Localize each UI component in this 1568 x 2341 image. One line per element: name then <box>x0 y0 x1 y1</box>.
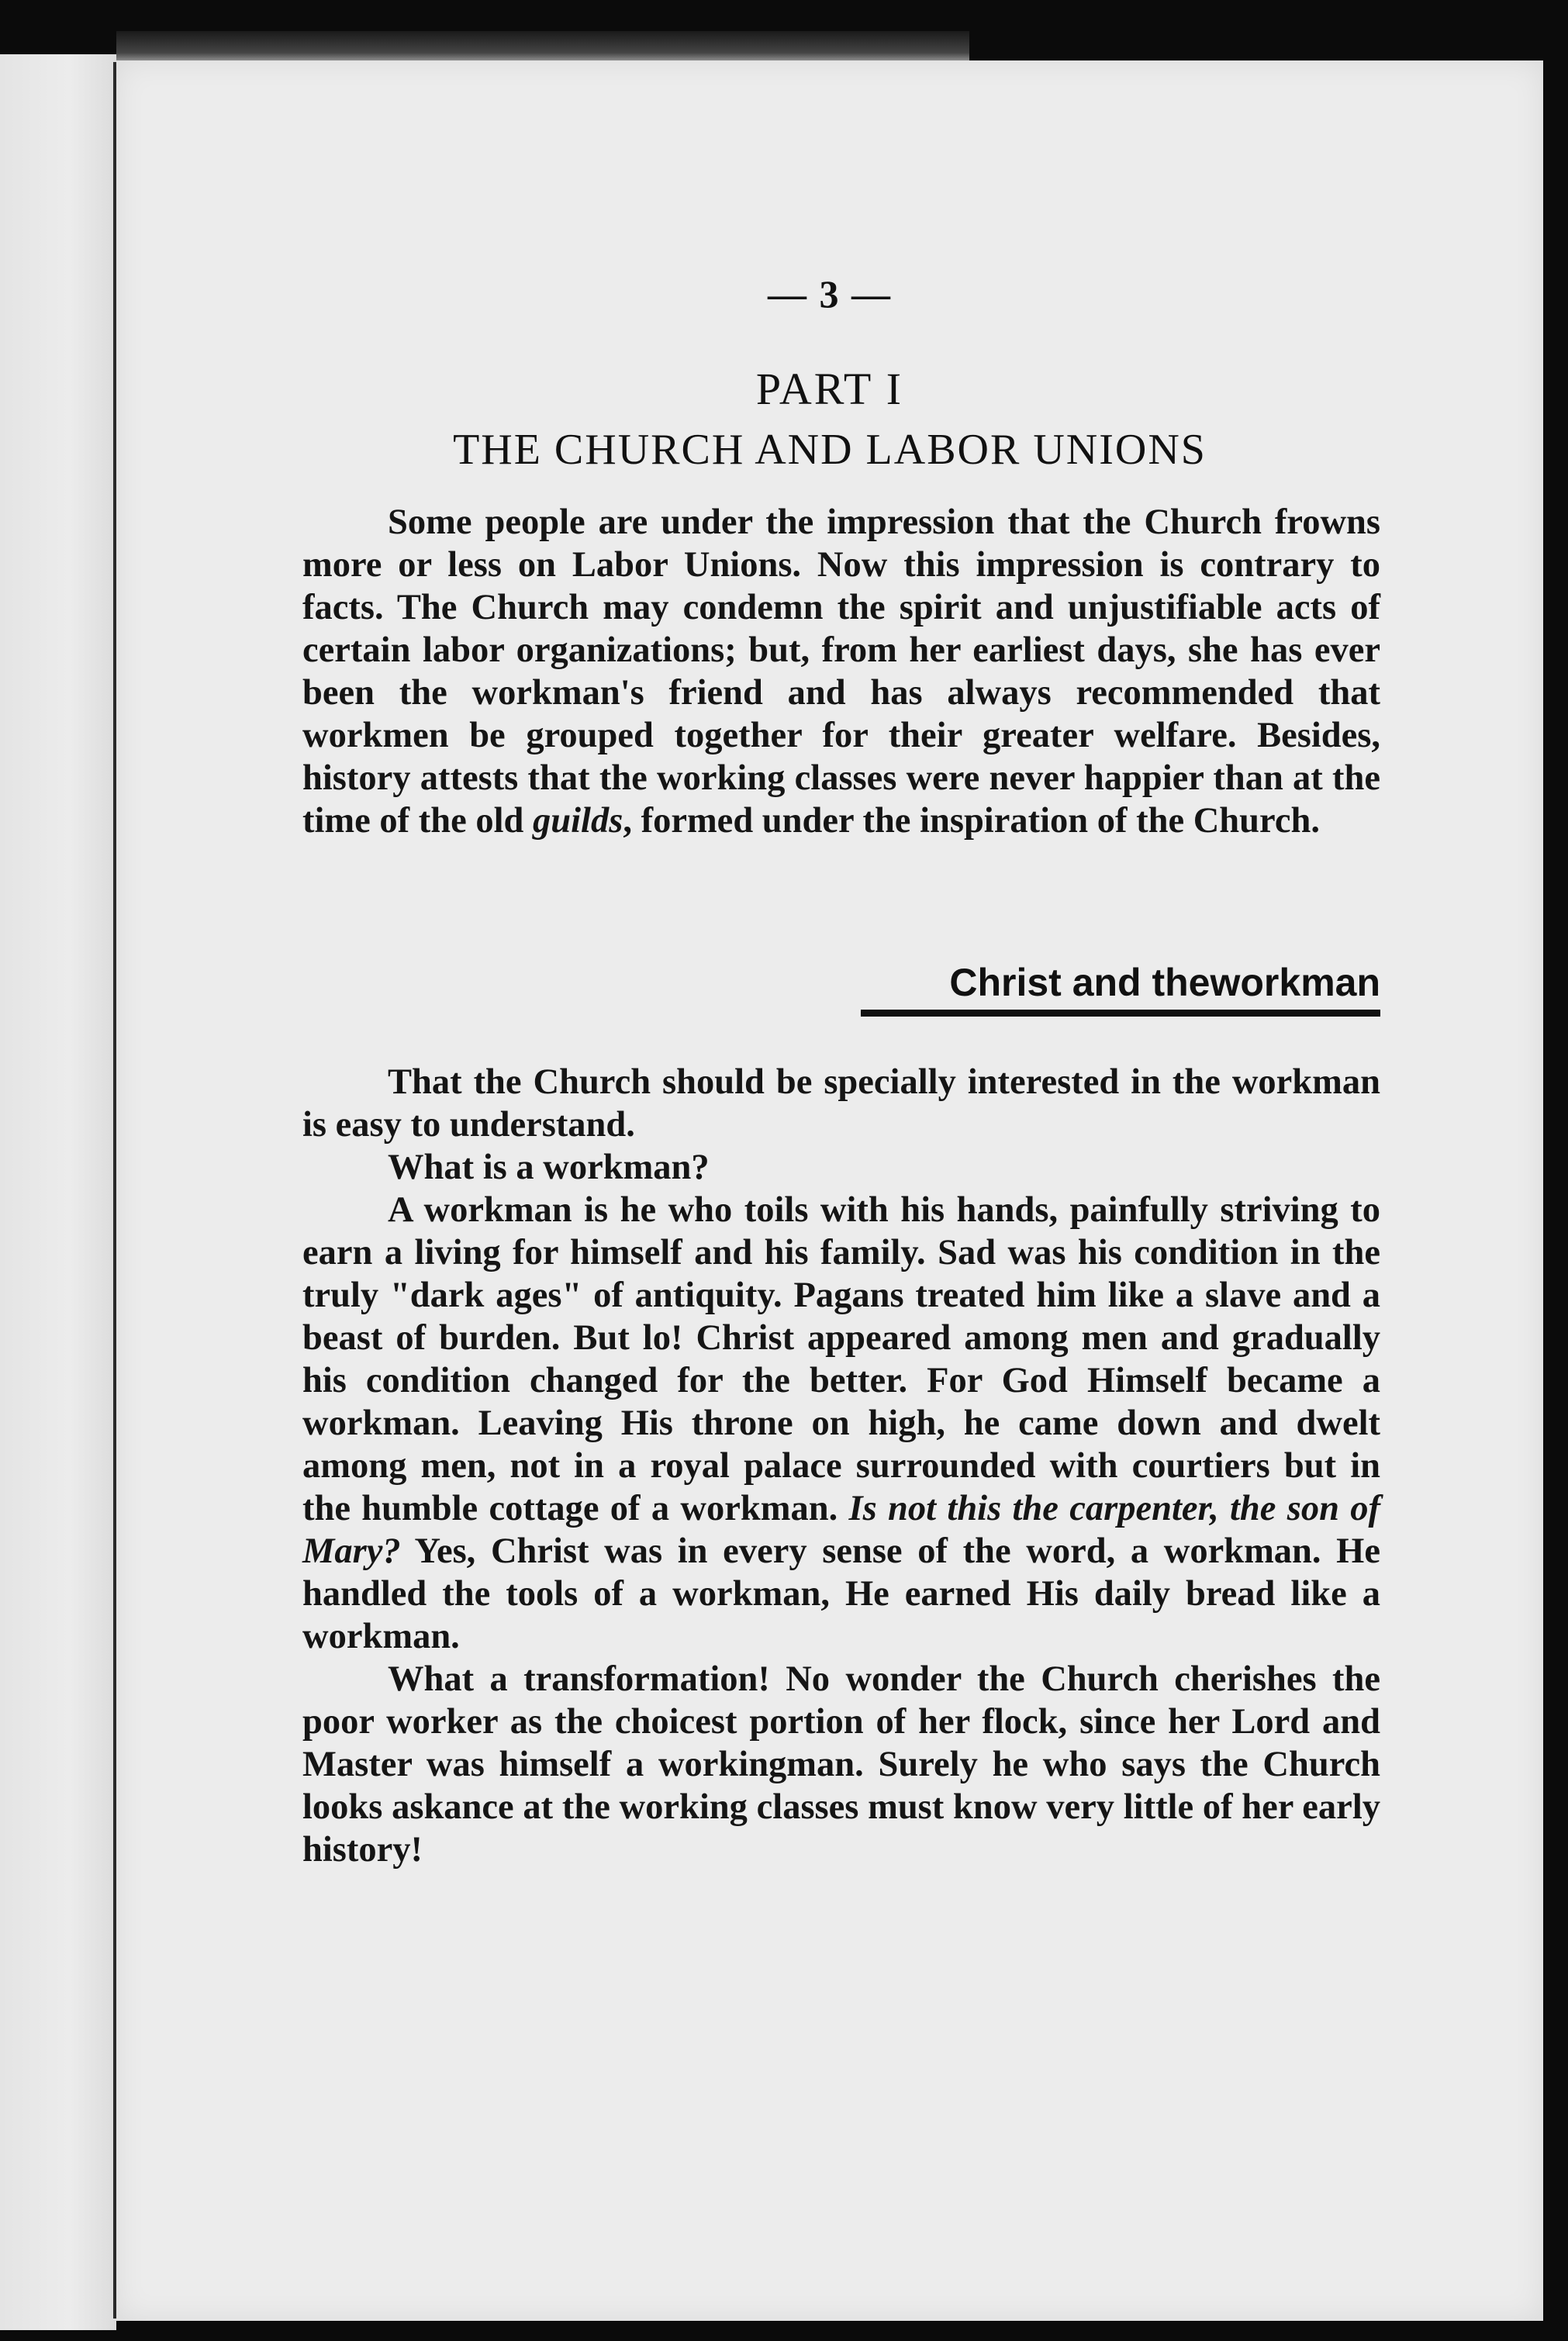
section-paragraph-3 <box>302 1189 1380 1658</box>
page-number: — 3 — <box>768 272 892 316</box>
section-heading: Christ and theworkman <box>861 960 1380 1017</box>
document-page <box>116 60 1543 2321</box>
chapter-title: THE CHURCH AND LABOR UNIONS <box>453 426 1207 474</box>
section-paragraph-1: That the Church should be specially interested in the workman is easy to understand. <box>302 1062 1380 1145</box>
p3-text-part-1: A workman is he who toils with his hands, painfully striving to earn a living for himself and his family. Sad was his condition in the truly "dark ages" of antiquity. Pagans treated him like a slave and a beast of burden. But lo! Christ appeared among men and gradually his condition changed for the better. For God Himself became a workman. Leaving His throne on high, he came down and dwelt among men, not in a royal palace surrounded with courtiers but in the humble cottage of a workman. <box>302 1190 1380 1528</box>
p3-text-part-2: Yes, Christ was in every sense of the word, a workman. He handled the tools of a workman, He earned His daily bread like a workman. <box>302 1531 1380 1656</box>
scripture-quote-italic: Is not this the carpenter, the son of Mary? <box>302 1489 1380 1571</box>
intro-text <box>302 501 1380 842</box>
intro-paragraph <box>302 501 1380 842</box>
part-heading: PART I <box>755 364 904 414</box>
scan-spine <box>0 54 116 2330</box>
section-paragraph-2: What is a workman? <box>388 1148 710 1187</box>
guilds-italic: guilds <box>533 801 623 841</box>
section-paragraph-4: What a transformation! No wonder the Church cherishes the poor worker as the choicest portion of her flock, since her Lord and Master was himself a workingman. Surely he who says the Church looks askance at the working classes must know very little of her early history! <box>302 1659 1380 1870</box>
scan-top-edge <box>116 31 969 62</box>
intro-text-part-2: , formed under the inspiration of the Church. <box>623 801 1320 841</box>
intro-text-part-1: Some people are under the impression that the Church frowns more or less on Labor Unions. Now this impression is contrary to facts. The Church may condemn the spirit and unjustifiable acts of certain labor organizations; but, from her earliest days, she has ever been the workman's friend and has always recommended that workmen be grouped together for their greater welfare. Besides, history attests that the working classes were never happier than at the time of the old <box>302 502 1380 841</box>
section-text <box>302 1061 1380 1871</box>
